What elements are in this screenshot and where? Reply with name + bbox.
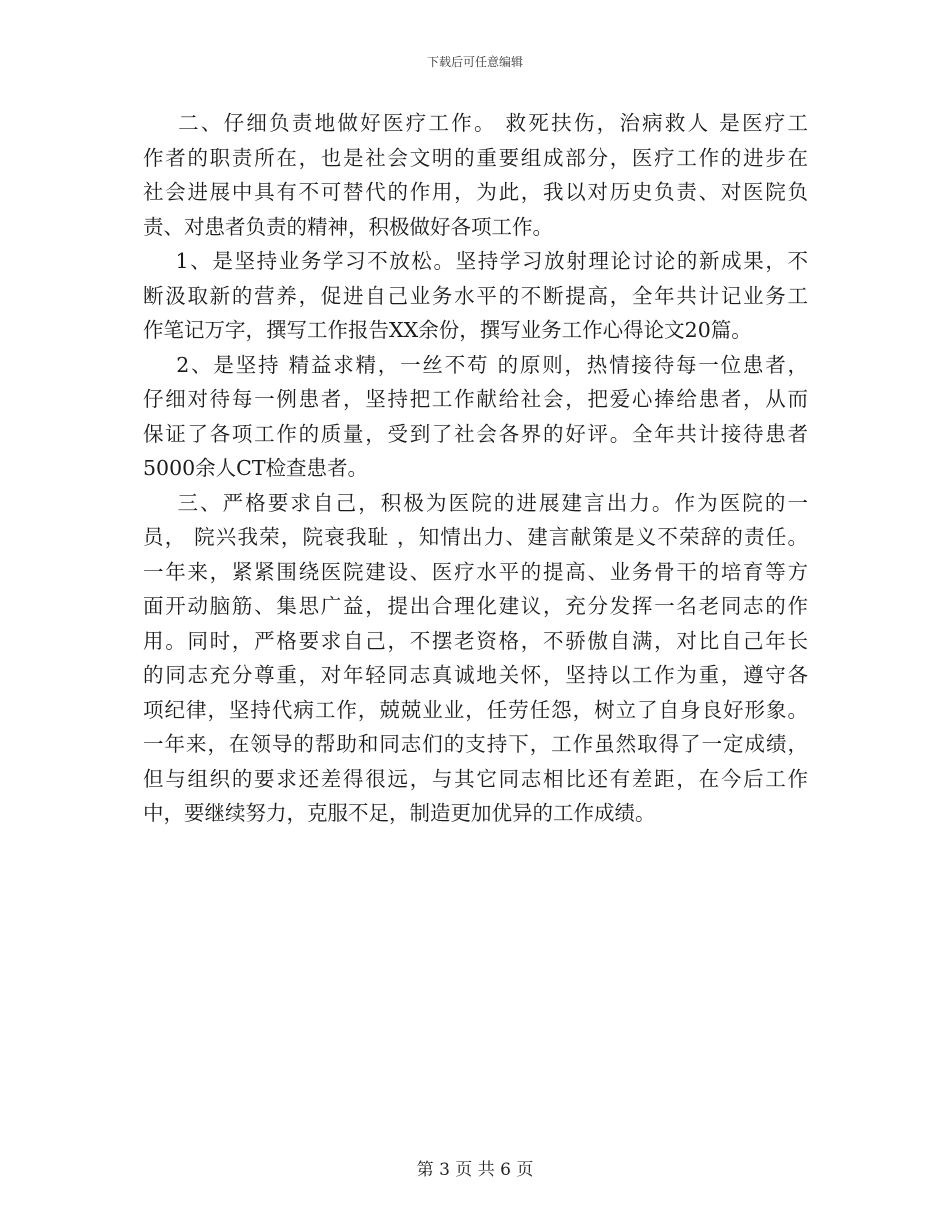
text-line: 项纪律，坚持代病工作，兢兢业业，任劳任怨，树立了自身良好形象。: [143, 697, 808, 722]
text-line: 作者的职责所在，也是社会文明的重要组成部分，医疗工作的进步在: [143, 145, 808, 170]
text-line: 一年来，在领导的帮助和同志们的支持下，工作虽然取得了一定成绩，: [143, 732, 808, 756]
text-line: 员， 院兴我荣，院衰我耻 ，知情出力、建言献策是义不荣辞的责任。: [143, 525, 808, 549]
text-line: 仔细对待每一例患者，坚持把工作献给社会，把爱心捧给患者，从而: [143, 387, 808, 411]
text-line: 责、对患者负责的精神，积极做好各项工作。: [143, 214, 553, 239]
text-line: 5000余人CT检查患者。: [143, 456, 369, 480]
text-line: 一年来，紧紧围绕医院建设、医疗水平的提高、业务骨干的培育等方: [143, 559, 808, 584]
text-line: 保证了各项工作的质量，受到了社会各界的好评。全年共计接待患者: [143, 421, 808, 446]
page-header: 下载后可任意编辑: [426, 55, 523, 69]
text-line: 社会进展中具有不可替代的作用，为此，我以对历史负责、对医院负: [143, 180, 808, 204]
text-line: 的同志充分尊重，对年轻同志真诚地关怀，坚持以工作为重，遵守各: [143, 663, 808, 687]
text-line: 面开动脑筋、集思广益，提出合理化建议，充分发挥一名老同志的作: [143, 594, 808, 618]
text-line: 断汲取新的营养，促进自己业务水平的不断提高，全年共计记业务工: [143, 283, 808, 308]
text-line: 二、仔细负责地做好医疗工作。 救死扶伤，治病救人 是医疗工: [143, 111, 808, 135]
page-number: 第 3 页 共 6 页: [416, 1160, 534, 1180]
text-line: 但与组织的要求还差得很远，与其它同志相比还有差距，在今后工作: [143, 766, 808, 791]
text-line: 用。同时，严格要求自己，不摆老资格，不骄傲自满，对比自己年长: [143, 628, 808, 653]
text-line: 1、是坚持业务学习不放松。坚持学习放射理论讨论的新成果，不: [143, 249, 808, 273]
text-line: 中，要继续努力，克服不足，制造更加优异的工作成绩。: [143, 801, 656, 825]
text-line: 三、严格要求自己，积极为医院的进展建言出力。作为医院的一: [143, 490, 808, 515]
text-line: 2、是坚持 精益求精，一丝不苟 的原则，热情接待每一位患者，: [143, 352, 808, 377]
document-body: [143, 106, 808, 831]
text-line: 作笔记万字，撰写工作报告XX余份，撰写业务工作心得论文20篇。: [143, 318, 752, 342]
